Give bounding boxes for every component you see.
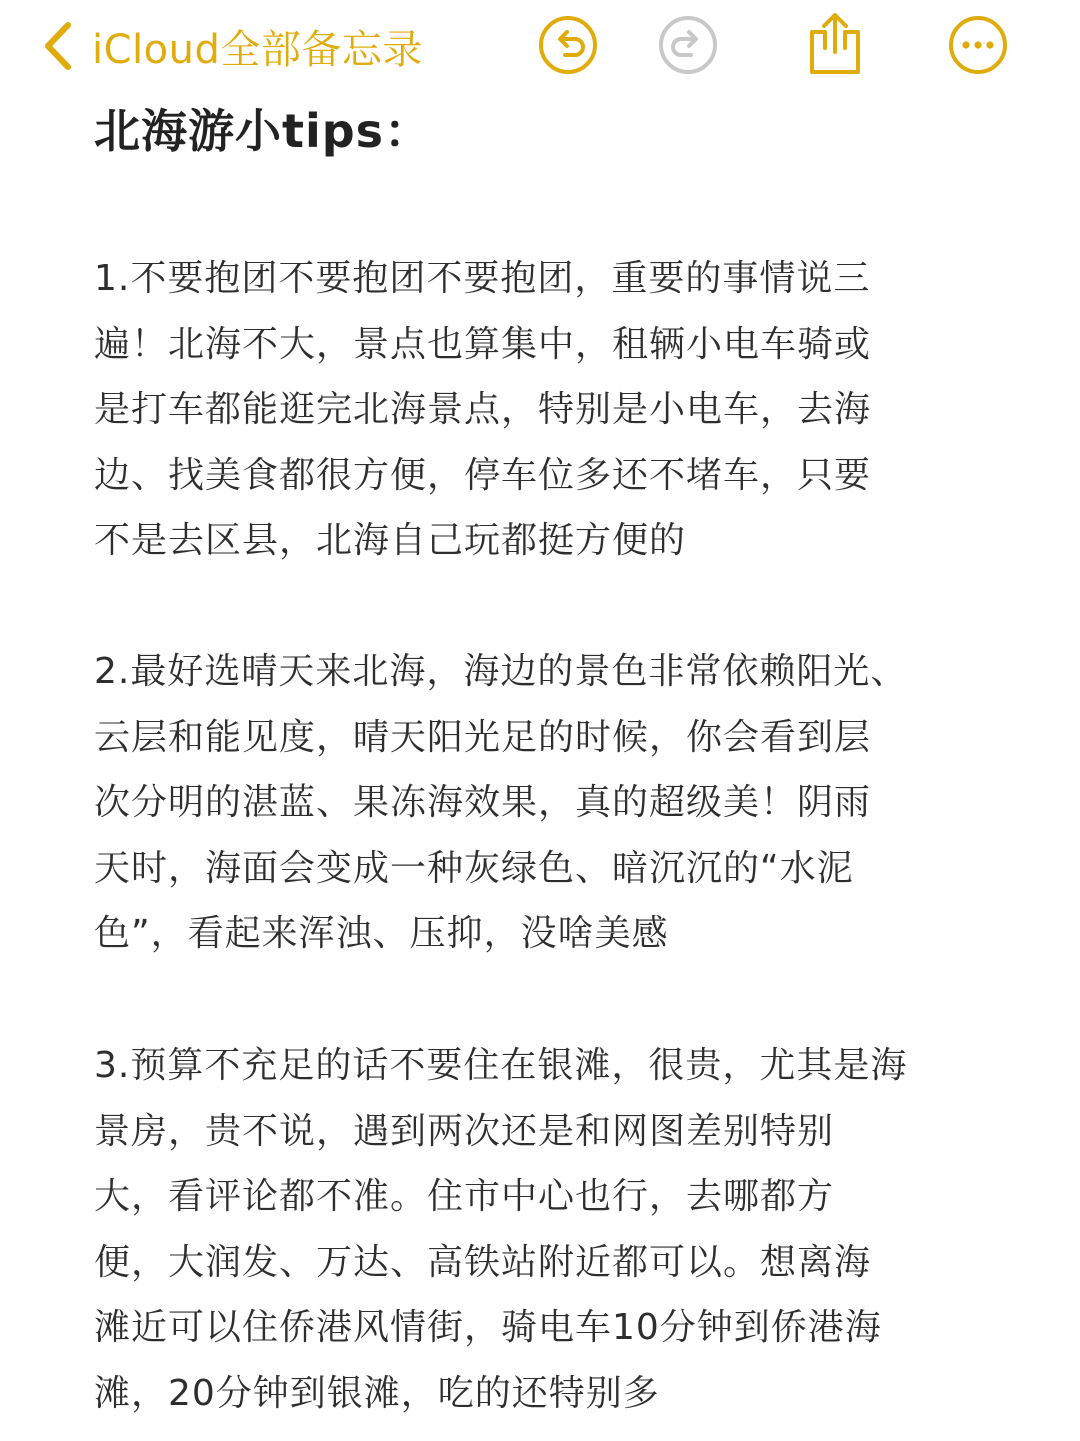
paragraph-1	[94, 246, 871, 574]
text-line: 遍！北海不大，景点也算集中，租辆小电车骑或	[94, 323, 872, 365]
text-line: 景房，贵不说，遇到两次还是和网图差别特别	[94, 1110, 835, 1152]
note-body[interactable]	[94, 96, 994, 1414]
undo-button[interactable]	[537, 14, 599, 76]
text-line: 色”，看起来浑浊、压抑，没啥美感	[94, 913, 669, 955]
more-icon	[946, 14, 1010, 78]
text-line: 滩，20分钟到银滩，吃的还特别多	[94, 1372, 660, 1414]
text-line: 3.预算不充足的话不要住在银滩，很贵，尤其是海	[94, 1045, 908, 1086]
back-button-label: iCloud全部备忘录	[92, 26, 423, 73]
undo-icon	[537, 14, 599, 76]
text-line: 2.最好选晴天来北海，海边的景色非常依赖阳光、	[94, 651, 908, 692]
share-icon	[803, 10, 867, 78]
text-line: 1.不要抱团不要抱团不要抱团，重要的事情说三	[94, 258, 871, 299]
text-line: 便，大润发、万达、高铁站附近都可以。想离海	[94, 1241, 872, 1283]
chevron-left-icon	[40, 20, 74, 72]
back-button[interactable]	[40, 14, 423, 78]
text-line: 边、找美食都很方便，停车位多还不堵车，只要	[94, 454, 872, 496]
text-line: 是打车都能逛完北海景点，特别是小电车，去海	[94, 389, 872, 431]
note-title: 北海游小tips：	[94, 104, 432, 158]
text-line: 天时，海面会变成一种灰绿色、暗沉沉的“水泥	[94, 847, 854, 889]
redo-icon	[657, 14, 719, 76]
redo-button[interactable]	[657, 14, 719, 76]
more-button[interactable]	[946, 14, 1010, 78]
text-line: 不是去区县，北海自己玩都挺方便的	[94, 520, 687, 562]
text-line: 滩近可以住侨港风情街，骑电车10分钟到侨港海	[94, 1307, 882, 1349]
text-line: 大，看评论都不准。住市中心也行，去哪都方	[94, 1176, 835, 1218]
paragraph-2	[94, 639, 907, 967]
share-button[interactable]	[803, 10, 867, 78]
text-line: 次分明的湛蓝、果冻海效果，真的超级美！阴雨	[94, 782, 872, 824]
text-line: 云层和能见度，晴天阳光足的时候，你会看到层	[94, 716, 872, 758]
paragraph-3	[94, 1033, 907, 1427]
top-toolbar	[0, 0, 1080, 90]
